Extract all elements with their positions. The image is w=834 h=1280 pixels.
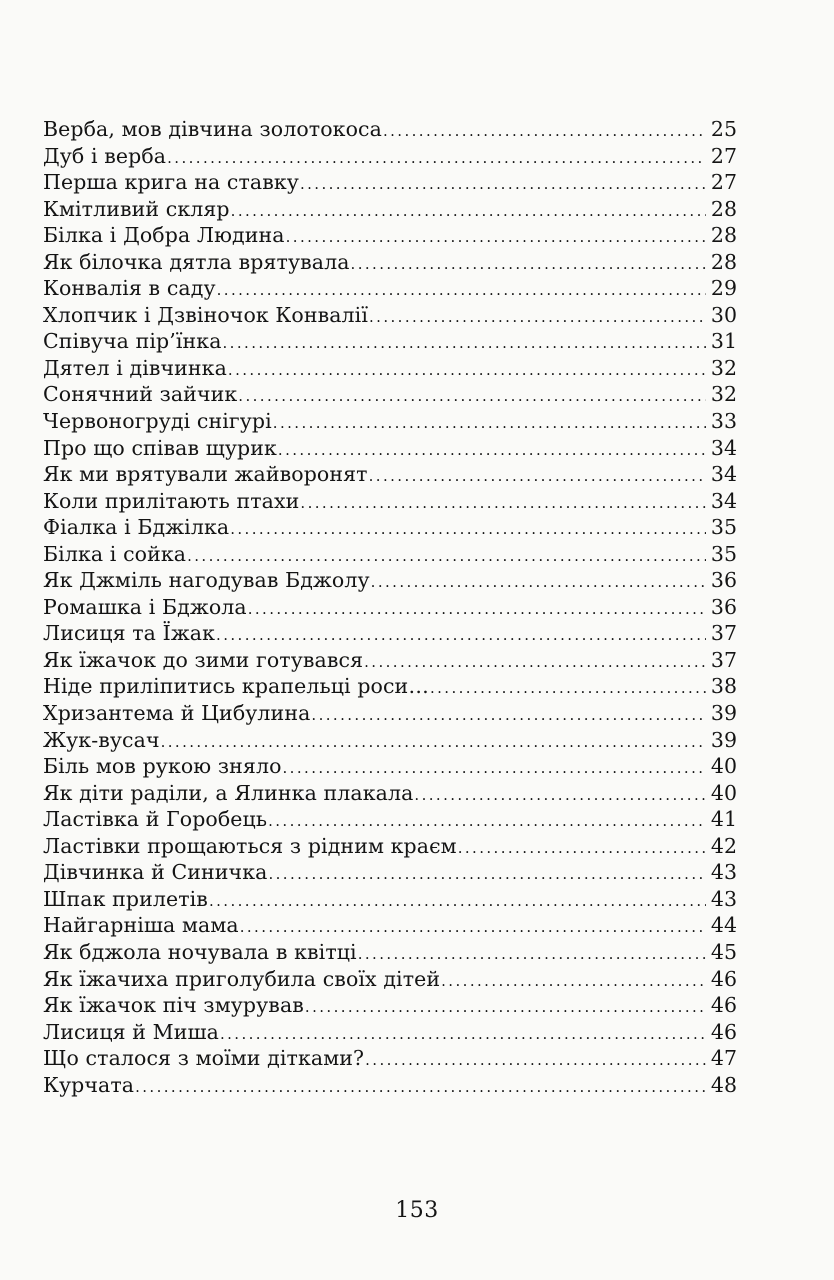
toc-entry-page: 28: [710, 196, 737, 221]
toc-entry: [43, 196, 737, 223]
toc-dot-leader: [238, 383, 706, 410]
toc-entry-title: Конвалія в саду: [43, 276, 216, 301]
toc-dot-leader: [231, 198, 706, 225]
toc-dot-leader: [223, 330, 706, 357]
toc-entry-page: 46: [710, 1019, 737, 1044]
toc-entry-page: 37: [710, 647, 737, 672]
toc-dot-leader: [248, 596, 706, 623]
toc-entry: [43, 966, 737, 993]
toc-dot-leader: [216, 622, 706, 649]
toc-entry: [43, 514, 737, 541]
toc-entry: [43, 620, 737, 647]
toc-entry-title: Кмітливий скляр: [43, 196, 230, 221]
toc-entry-title: Ромашка і Бджола: [43, 594, 247, 619]
toc-entry-page: 37: [710, 621, 737, 646]
toc-entry: [43, 1045, 737, 1072]
toc-entry-page: 43: [710, 860, 737, 885]
toc-entry-page: 29: [710, 276, 737, 301]
toc-dot-leader: [167, 145, 706, 172]
toc-dot-leader: [369, 463, 706, 490]
toc-entry: [43, 222, 737, 249]
toc-entry: [43, 541, 737, 568]
toc-entry-title: Шпак прилетів: [43, 886, 208, 911]
toc-entry-page: 36: [710, 568, 737, 593]
toc-entry-title: Хризантема й Цибулина: [43, 701, 311, 726]
toc-entry-title: Як їжачиха приголубила своїх дітей: [43, 966, 441, 991]
toc-dot-leader: [161, 729, 706, 756]
toc-entry-page: 47: [710, 1046, 737, 1071]
toc-dot-leader: [371, 569, 706, 596]
toc-entry: [43, 381, 737, 408]
toc-entry-page: 38: [710, 674, 737, 699]
toc-entry-title: Жук-вусач: [43, 727, 160, 752]
toc-entry-title: Ластівка й Горобець: [43, 807, 268, 832]
toc-dot-leader: [311, 702, 706, 729]
toc-entry: [43, 1019, 737, 1046]
toc-entry-page: 34: [710, 488, 737, 513]
toc-entry: [43, 939, 737, 966]
toc-entry-title: Що сталося з моїми дітками?: [43, 1046, 365, 1071]
toc-dot-leader: [283, 755, 706, 782]
toc-entry-page: 45: [710, 939, 737, 964]
toc-entry: [43, 488, 737, 515]
toc-entry-page: 44: [710, 913, 737, 938]
toc-entry-page: 39: [710, 701, 737, 726]
toc-entry: [43, 886, 737, 913]
toc-entry-title: Співуча пір’їнка: [43, 329, 222, 354]
toc-entry: [43, 435, 737, 462]
toc-dot-leader: [268, 808, 706, 835]
toc-entry-page: 43: [710, 886, 737, 911]
toc-entry-page: 36: [710, 594, 737, 619]
toc-dot-leader: [220, 1021, 706, 1048]
toc-dot-leader: [441, 968, 706, 995]
toc-dot-leader: [230, 516, 706, 543]
toc-dot-leader: [300, 171, 706, 198]
toc-entry: [43, 753, 737, 780]
toc-entry-title: Дівчинка й Синичка: [43, 860, 268, 885]
toc-dot-leader: [364, 649, 706, 676]
toc-entry-title: Курчата: [43, 1072, 135, 1097]
toc-dot-leader: [430, 675, 706, 702]
toc-dot-leader: [268, 861, 706, 888]
toc-dot-leader: [414, 782, 706, 809]
toc-entry-page: 39: [710, 727, 737, 752]
toc-entry: [43, 647, 737, 674]
toc-entry-title: Про що співав щурик: [43, 435, 277, 460]
toc-entry-title: Перша крига на ставку: [43, 170, 299, 195]
toc-entry: [43, 408, 737, 435]
toc-dot-leader: [278, 437, 706, 464]
toc-entry-page: 40: [710, 754, 737, 779]
toc-dot-leader: [458, 835, 706, 862]
toc-dot-leader: [217, 277, 706, 304]
toc-entry-page: 27: [710, 143, 737, 168]
toc-entry-page: 27: [710, 170, 737, 195]
toc-entry-title: Як Джміль нагодував Бджолу: [43, 568, 370, 593]
toc-entry-title: Як їжачок піч змурував: [43, 993, 304, 1018]
toc-entry: [43, 700, 737, 727]
toc-entry-page: 41: [710, 807, 737, 832]
toc-entry-page: 25: [710, 117, 737, 141]
toc-entry-page: 35: [710, 515, 737, 540]
toc-entry-title: Дятел і дівчинка: [43, 355, 227, 380]
toc-entry: [43, 461, 737, 488]
toc-entry-title: Білка і Добра Людина: [43, 223, 285, 248]
toc-dot-leader: [187, 543, 706, 570]
toc-entry: [43, 594, 737, 621]
toc-entry-title: Ластівки прощаються з рідним краєм: [43, 833, 457, 858]
toc-entry-title: Ніде приліпитись крапельці роси…: [43, 674, 429, 699]
toc-entry-title: Білка і сойка: [43, 541, 187, 566]
toc-entry-page: 46: [710, 966, 737, 991]
toc-entry-page: 42: [710, 833, 737, 858]
toc-entry: [43, 143, 737, 170]
toc-entry-page: 32: [710, 355, 737, 380]
toc-dot-leader: [383, 118, 706, 145]
toc-entry-title: Як діти раділи, а Ялинка плакала: [43, 780, 414, 805]
toc-dot-leader: [135, 1074, 706, 1101]
toc-entry: [43, 275, 737, 302]
toc-entry-title: Верба, мов дівчина золотокоса: [43, 117, 382, 141]
toc-entry: [43, 780, 737, 807]
toc-entry-page: 32: [710, 382, 737, 407]
toc-entry-title: Як ми врятували жайворонят: [43, 462, 368, 487]
toc-entry-title: Дуб і верба: [43, 143, 167, 168]
toc-entry-page: 40: [710, 780, 737, 805]
table-of-contents: [43, 116, 737, 1098]
toc-entry: [43, 727, 737, 754]
toc-entry-page: 34: [710, 462, 737, 487]
toc-entry: [43, 673, 737, 700]
toc-entry-page: 48: [710, 1072, 737, 1097]
toc-entry: [43, 567, 737, 594]
toc-entry: [43, 1072, 737, 1099]
toc-entry-title: Як їжачок до зими готувався: [43, 647, 364, 672]
toc-entry: [43, 116, 737, 143]
toc-dot-leader: [358, 941, 706, 968]
toc-entry: [43, 859, 737, 886]
toc-entry: [43, 355, 737, 382]
toc-dot-leader: [240, 914, 706, 941]
toc-entry: [43, 992, 737, 1019]
toc-entry: [43, 328, 737, 355]
toc-entry-title: Фіалка і Бджілка: [43, 515, 230, 540]
toc-entry-title: Червоногруді снігурі: [43, 409, 272, 434]
toc-entry: [43, 912, 737, 939]
toc-entry-title: Як білочка дятла врятувала: [43, 249, 350, 274]
toc-entry: [43, 302, 737, 329]
toc-entry-title: Хлопчик і Дзвіночок Конвалії: [43, 302, 368, 327]
toc-entry: [43, 249, 737, 276]
toc-dot-leader: [305, 994, 706, 1021]
toc-dot-leader: [365, 1047, 706, 1074]
toc-entry-page: 28: [710, 223, 737, 248]
toc-entry-title: Біль мов рукою зняло: [43, 754, 282, 779]
toc-dot-leader: [209, 888, 706, 915]
toc-dot-leader: [369, 304, 706, 331]
toc-entry-page: 28: [710, 249, 737, 274]
toc-entry-title: Лисиця та Їжак: [43, 621, 216, 646]
toc-entry-title: Коли прилітають птахи: [43, 488, 300, 513]
toc-entry-title: Лисиця й Миша: [43, 1019, 219, 1044]
toc-entry-page: 35: [710, 541, 737, 566]
toc-dot-leader: [300, 490, 706, 517]
toc-entry: [43, 833, 737, 860]
toc-dot-leader: [228, 357, 706, 384]
toc-dot-leader: [273, 410, 706, 437]
toc-dot-leader: [351, 251, 706, 278]
toc-entry: [43, 169, 737, 196]
toc-entry-page: 31: [710, 329, 737, 354]
toc-dot-leader: [286, 224, 706, 251]
toc-entry: [43, 806, 737, 833]
page-number: 153: [395, 1198, 439, 1223]
toc-entry-title: Найгарніша мама: [43, 913, 239, 938]
toc-entry-page: 34: [710, 435, 737, 460]
toc-entry-title: Сонячний зайчик: [43, 382, 238, 407]
toc-entry-page: 33: [710, 409, 737, 434]
toc-entry-title: Як бджола ночувала в квітці: [43, 939, 357, 964]
toc-entry-page: 46: [710, 993, 737, 1018]
toc-entry-page: 30: [710, 302, 737, 327]
